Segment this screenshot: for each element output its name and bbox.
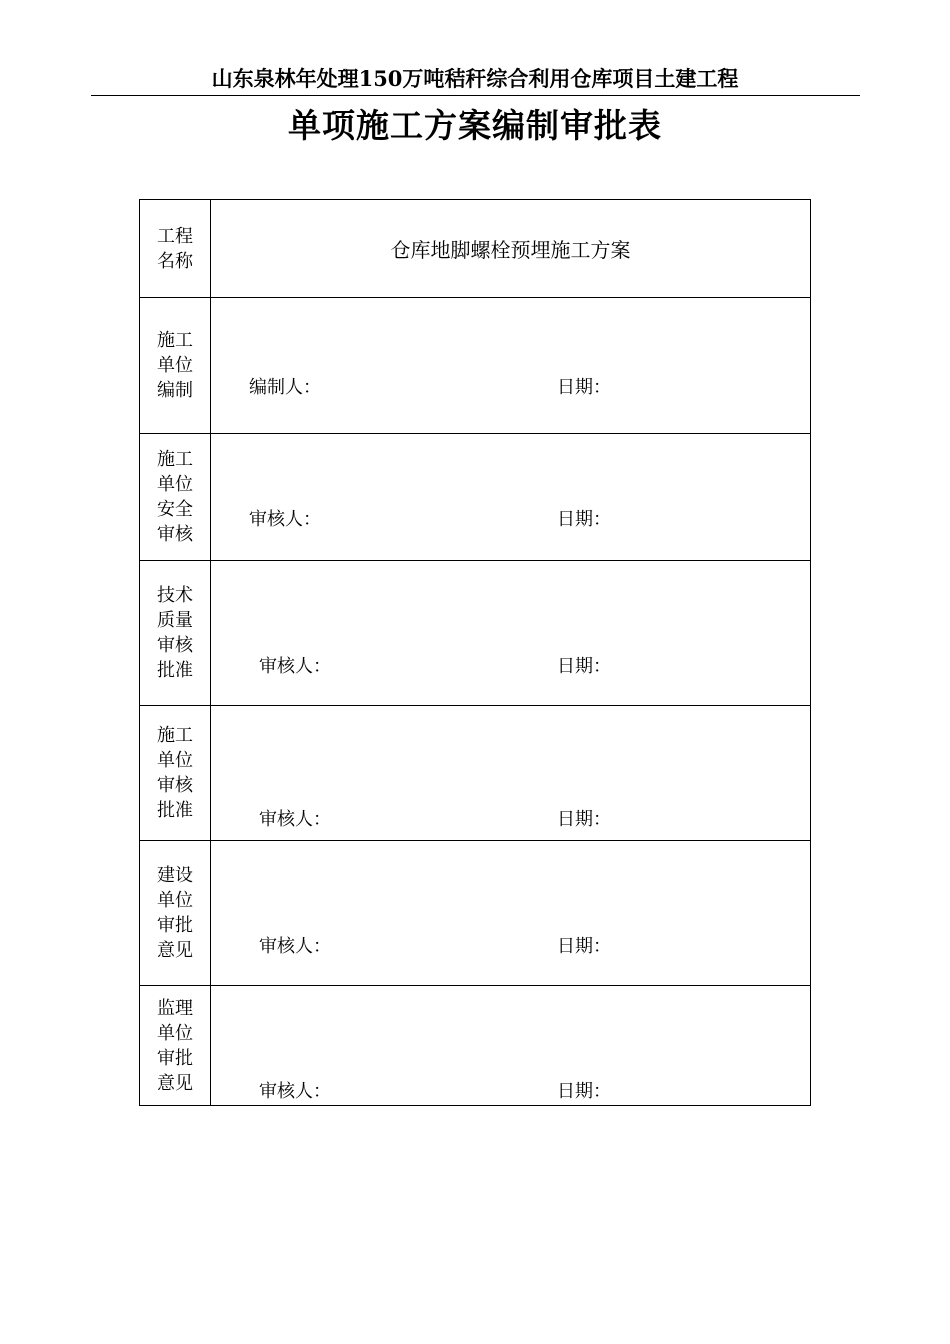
table-row [140, 706, 811, 841]
table-row [140, 298, 811, 434]
row-label: 施工单位编制 [140, 298, 211, 434]
project-header: 山东泉林年处理150万吨秸秆综合利用仓库项目土建工程 [211, 66, 739, 91]
table-row-project [140, 200, 811, 298]
date-label: 日期： [557, 377, 611, 398]
row-content [211, 298, 811, 434]
row-content [211, 986, 811, 1106]
date-label: 日期： [557, 509, 611, 530]
row-label: 建设单位审批意见 [140, 841, 211, 986]
table-row [140, 841, 811, 986]
project-name-label: 工程名称 [140, 200, 211, 298]
signer-label: 审核人： [249, 509, 321, 530]
date-label: 日期： [557, 1081, 611, 1102]
table-row [140, 434, 811, 561]
date-label: 日期： [557, 809, 611, 830]
row-label: 施工单位安全审核 [140, 434, 211, 561]
row-content [211, 561, 811, 706]
signer-label: 审核人： [259, 809, 331, 830]
document-title: 单项施工方案编制审批表 [288, 106, 662, 145]
project-name-value: 仓库地脚螺栓预埋施工方案 [390, 238, 631, 262]
signer-label: 审核人： [259, 656, 331, 677]
row-label: 技术质量审核批准 [140, 561, 211, 706]
date-label: 日期： [557, 656, 611, 677]
row-label: 监理单位审批意见 [140, 986, 211, 1106]
approval-table [139, 199, 811, 1106]
signer-label: 审核人： [259, 936, 331, 957]
header-rule [91, 95, 860, 96]
project-name-cell [211, 200, 811, 298]
row-content [211, 434, 811, 561]
row-label: 施工单位审核批准 [140, 706, 211, 841]
signer-label: 编制人： [249, 377, 321, 398]
row-content [211, 841, 811, 986]
signer-label: 审核人： [259, 1081, 331, 1102]
table-row [140, 561, 811, 706]
table-row [140, 986, 811, 1106]
row-content [211, 706, 811, 841]
date-label: 日期： [557, 936, 611, 957]
